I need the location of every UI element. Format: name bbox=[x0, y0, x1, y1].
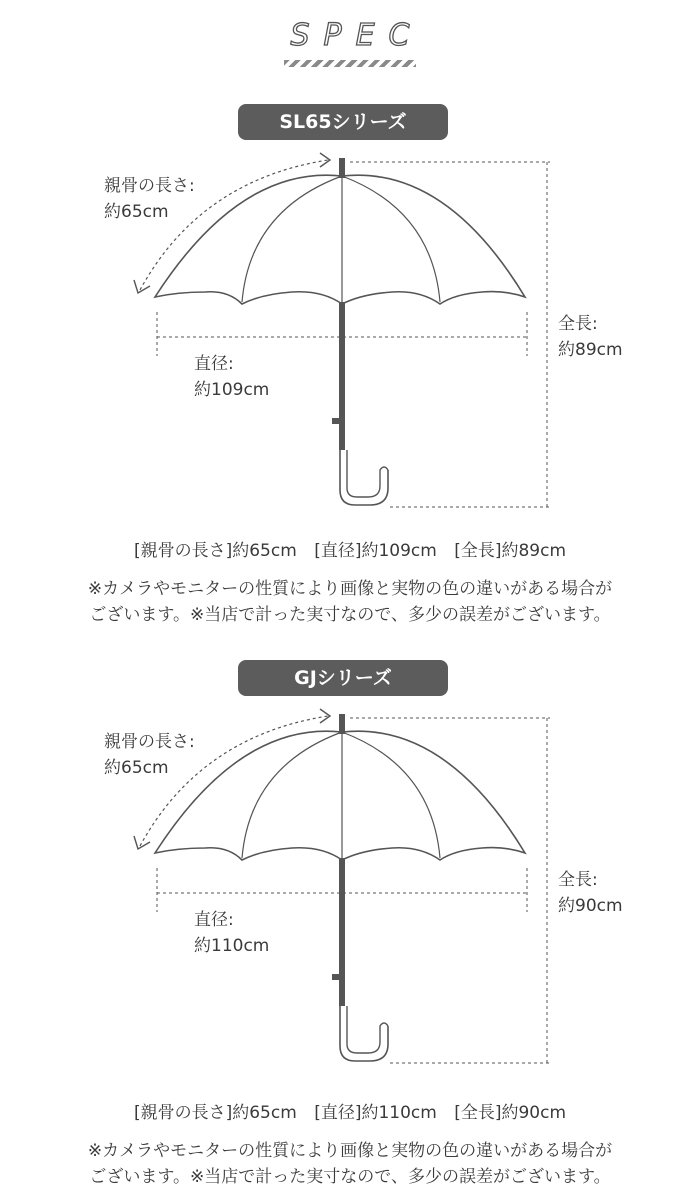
note-line: ※カメラやモニターの性質により画像と実物の色の違いがある場合が bbox=[87, 579, 613, 599]
note-line: ございます。※当店で計った実寸なので、多少の誤差がございます。 bbox=[89, 1167, 611, 1187]
diameter-label: 直径: bbox=[194, 910, 234, 930]
umbrella-diagram bbox=[0, 556, 700, 1116]
diameter-value: 約110cm bbox=[194, 936, 270, 956]
spec-diameter: [直径]約109cm bbox=[314, 541, 437, 561]
umbrella-diagram bbox=[0, 0, 700, 560]
series-badge: SL65シリーズ bbox=[238, 104, 448, 140]
diameter-value: 約109cm bbox=[194, 380, 270, 400]
series-badge: GJシリーズ bbox=[238, 660, 448, 696]
total-length-value: 約90cm bbox=[558, 896, 623, 916]
spec-section-gj bbox=[0, 556, 700, 1123]
spec-summary bbox=[0, 1098, 700, 1123]
spec-section-sl65 bbox=[0, 0, 700, 560]
disclaimer-note-2 bbox=[0, 1138, 700, 1190]
spec-diameter: [直径]約110cm bbox=[314, 1103, 437, 1123]
total-length-value: 約89cm bbox=[558, 340, 623, 360]
spec-length: [全長]約90cm bbox=[454, 1103, 567, 1123]
note-line: ※カメラやモニターの性質により画像と実物の色の違いがある場合が bbox=[87, 1141, 613, 1161]
total-length-label: 全長: bbox=[558, 314, 598, 334]
spec-rib: [親骨の長さ]約65cm bbox=[133, 1103, 297, 1123]
rib-length-value: 約65cm bbox=[104, 202, 169, 222]
spec-length: [全長]約89cm bbox=[454, 541, 567, 561]
rib-length-label: 親骨の長さ: bbox=[104, 176, 195, 196]
rib-length-value: 約65cm bbox=[104, 758, 169, 778]
note-line: ございます。※当店で計った実寸なので、多少の誤差がございます。 bbox=[89, 605, 611, 625]
diameter-label: 直径: bbox=[194, 354, 234, 374]
page-title: SPEC bbox=[290, 18, 424, 53]
rib-length-label: 親骨の長さ: bbox=[104, 732, 195, 752]
spec-rib: [親骨の長さ]約65cm bbox=[133, 541, 297, 561]
total-length-label: 全長: bbox=[558, 870, 598, 890]
